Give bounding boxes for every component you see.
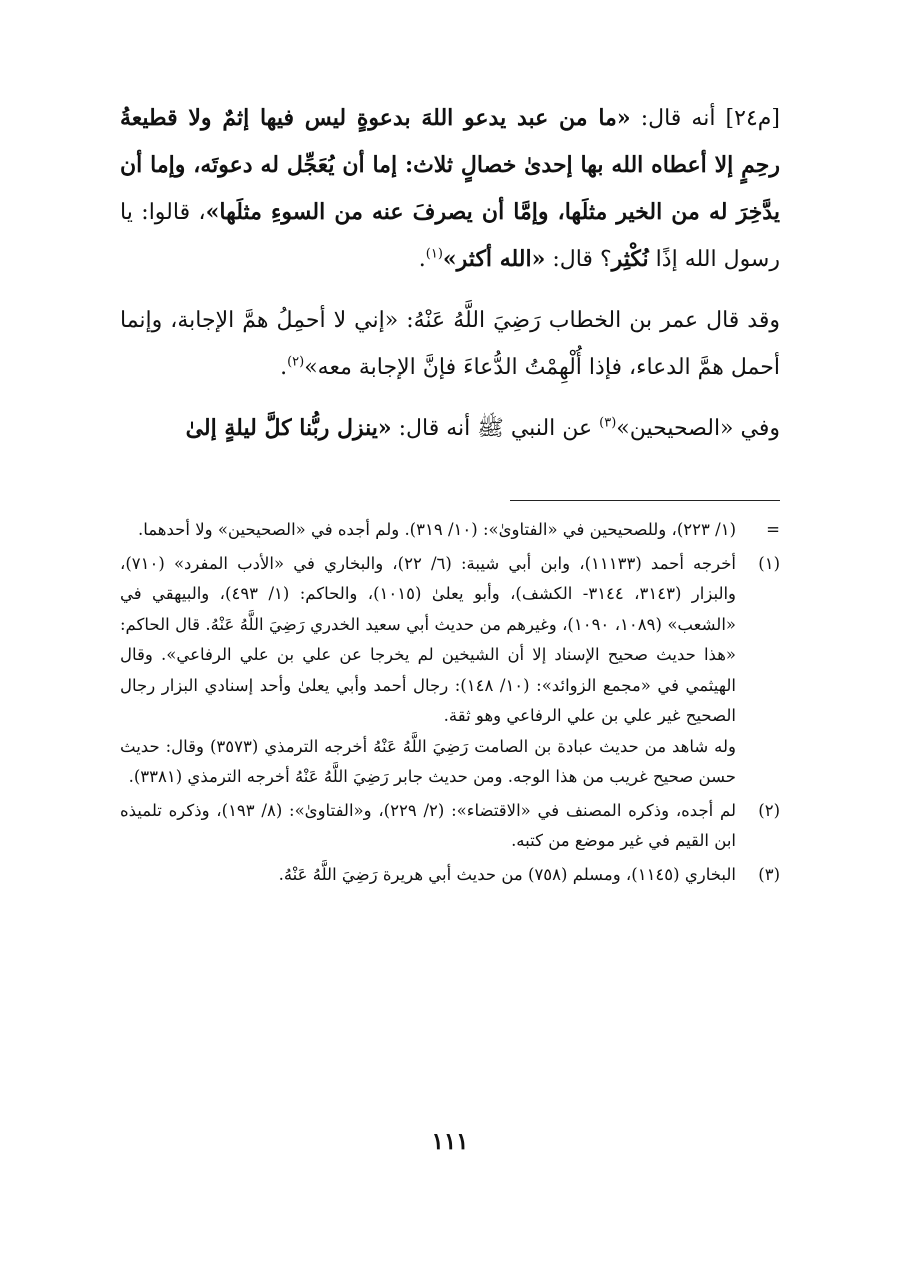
footnote-1 <box>120 549 780 793</box>
footnote-number: (٢) <box>758 800 780 820</box>
footnote-number: = <box>766 520 780 539</box>
question-word: نُكْثِر <box>611 246 649 272</box>
hadith-quote: «ما من عبد يدعو اللهَ بدعوةٍ ليس فيها إثمٌ ولا قطيعةُ رحِمٍ إلا أعطاه الله بها إحدىٰ خصالٍ ثلاث: إما أن يُعَجِّل له دعوتَه، وإما أن يدَّخِرَ له من الخير مثلَها، وإمَّا أن يصرفَ عنه من السوءِ مثلَها» <box>120 105 780 225</box>
footnote-number: (١) <box>758 553 780 573</box>
footnote-3 <box>120 860 780 891</box>
footnote-ref-2[interactable]: (٢) <box>287 354 305 370</box>
hadith-intro: [م٢٤] أنه قال: <box>630 106 780 131</box>
footnote-text: البخاري (١١٤٥)، ومسلم (٧٥٨) من حديث أبي هريرة رَضِيَ اللَّهُ عَنْهُ. <box>278 864 736 884</box>
nuzul-hadith-start: «ينزل ربُّنا كلَّ ليلةٍ إلىٰ <box>185 415 392 441</box>
footnote-ref-3[interactable]: (٣) <box>599 415 617 431</box>
footnote-number: (٣) <box>758 864 780 884</box>
umar-quote: وقد قال عمر بن الخطاب رَضِيَ اللَّهُ عَنْهُ: «إني لا أحمِلُ همَّ الإجابة، وإنما أحمل همَّ الدعاء، فإذا أُلْهِمْتُ الدُّعاءَ فإنَّ الإجابة معه» <box>120 308 780 380</box>
companions-question: ، قالوا: يا رسول الله إذًا <box>120 200 780 272</box>
footnote-text: أخرجه أحمد (١١١٣٣)، وابن أبي شيبة: (٦/ ٢٢)، والبخاري في «الأدب المفرد» (٧١٠)، والبزار (٣١٤٣، ٣١٤٤- الكشف)، وأبو يعلىٰ (١٠١٥)، والحاكم: (١/ ٤٩٣)، والبيهقي في «الشعب» (١٠٨٩، ١٠٩٠)، وغيرهم من حديث أبي سعيد الخدري رَضِيَ اللَّهُ عَنْهُ. قال الحاكم: «هذا حديث صحيح الإسناد إلا أن الشيخين لم يخرجا عن علي بن علي الرفاعي». وقال الهيثمي في «مجمع الزوائد»: (١٠/ ١٤٨): رجال أحمد وأبي يعلىٰ وأحد إسنادي البزار رجال الصحيح غير علي بن علي الرفاعي وهو ثقة. <box>120 553 737 725</box>
page-number: ١١١ <box>431 1128 469 1155</box>
sahihain-intro: وفي «الصحيحين» <box>616 416 780 441</box>
paragraph-sahihain: وفي «الصحيحين»$^{(٣)}$ عن النبي ﷺ أنه قال: «ينزل ربُّنا كلَّ ليلةٍ إلىٰ <box>185 415 780 441</box>
paragraph-hadith-dua: [م٢٤] أنه قال: «ما من عبد يدعو اللهَ بدعوةٍ ليس فيها إثمٌ ولا قطيعةُ رحِمٍ إلا أعطاه الله بها إحدىٰ خصالٍ ثلاث: إما أن يُعَجِّل له دعوتَه، وإما أن يدَّخِرَ له من الخير مثلَها، وإمَّا أن يصرفَ عنه من السوءِ مثلَها»، قالوا: يا رسول الله إذًا نُكْثِر؟ قال: «الله أكثر»$^{(١)}$. <box>120 105 780 272</box>
footnote-text: (١/ ٢٢٣)، وللصحيحين في «الفتاوىٰ»: (١٠/ ٣١٩). ولم أجده في «الصحيحين» ولا أحدهما. <box>138 520 736 539</box>
main-text <box>120 95 780 452</box>
book-page <box>120 95 780 1195</box>
footnote-separator <box>510 500 780 501</box>
paragraph-umar-quote: وقد قال عمر بن الخطاب رَضِيَ اللَّهُ عَنْهُ: «إني لا أحمِلُ همَّ الإجابة، وإنما أحمل همَّ الدعاء، فإذا أُلْهِمْتُ الدُّعاءَ فإنَّ الإجابة معه»$^{(٢)}$. <box>120 308 780 380</box>
footnotes <box>120 515 780 890</box>
prophet-reply-intro: ؟ قال: <box>545 247 612 272</box>
footnote-text: وله شاهد من حديث عبادة بن الصامت رَضِيَ اللَّهُ عَنْهُ أخرجه الترمذي (٣٥٧٣) وقال: حديث حسن صحيح غريب من هذا الوجه. ومن حديث جابر رَضِيَ اللَّهُ عَنْهُ أخرجه الترمذي (٣٣٨١). <box>120 736 736 786</box>
prophet-reply: «الله أكثر» <box>442 246 546 272</box>
footnote-ref-1[interactable]: (١) <box>425 246 443 262</box>
footnote-text: لم أجده، وذكره المصنف في «الاقتضاء»: (٢/ ٢٢٩)، و«الفتاوىٰ»: (٨/ ١٩٣)، وذكره تلميذه ابن القيم في غير موضع من كتبه. <box>120 800 736 850</box>
footnote-2 <box>120 796 780 857</box>
footnote-continuation <box>120 515 780 546</box>
